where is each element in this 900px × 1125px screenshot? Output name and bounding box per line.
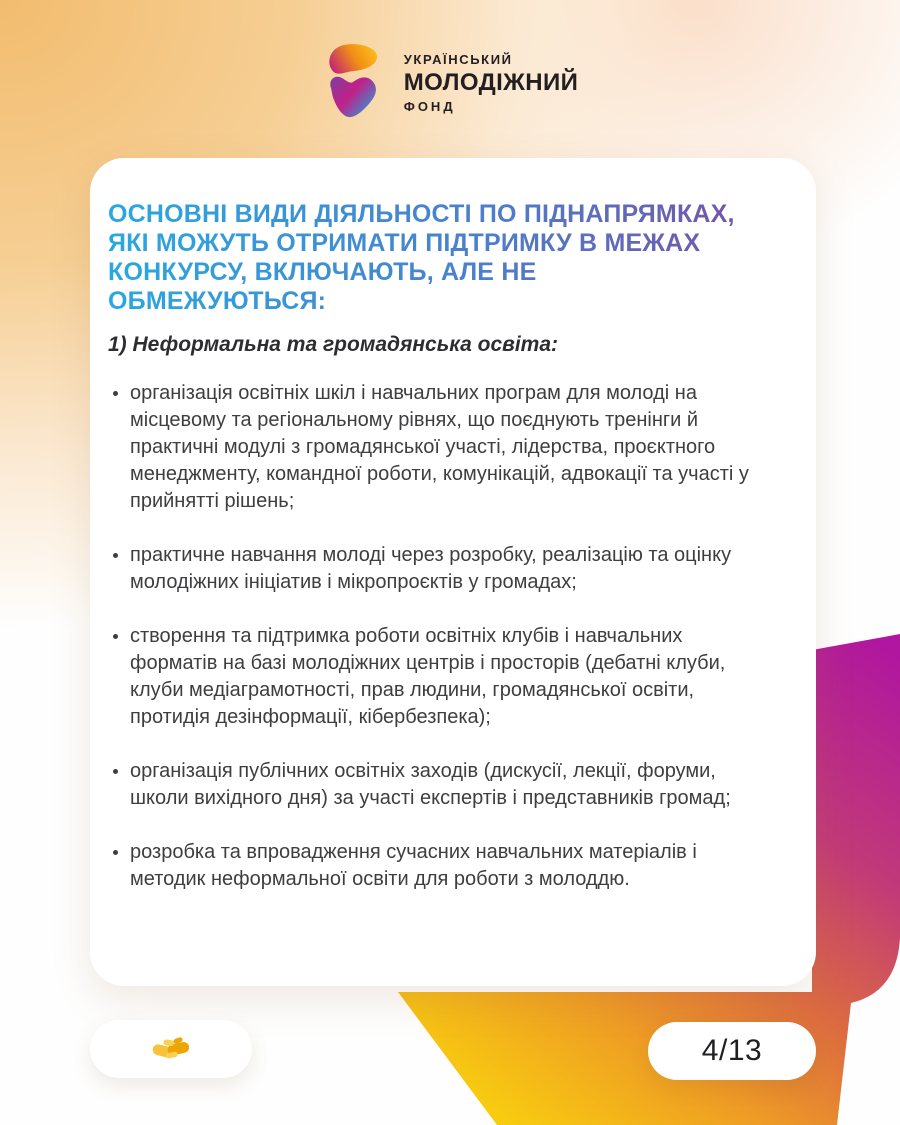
logo-text-line1: УКРАЇНСЬКИЙ: [403, 52, 513, 67]
handshake-badge: [90, 1020, 252, 1078]
bullet-list: [108, 380, 770, 893]
bullet-dot-icon: [113, 553, 118, 558]
page-title: [108, 200, 788, 316]
list-item-text: організація публічних освітніх заходів (дискусії, лекції, форуми, школи вихідного дня) за участі експертів і представників громад;: [130, 760, 731, 809]
logo: [0, 38, 900, 128]
page-indicator: 4/13: [701, 1034, 763, 1067]
section-subtitle: 1) Неформальна та громадянська освіта:: [108, 333, 558, 356]
list-item-text: створення та підтримка роботи освітніх клубів і навчальних форматів на базі молодіжних центрів і просторів (дебатні клуби, клуби медіаграмотності, прав людини, громадянської освіти, протидія дезінформації, кібербезпека);: [130, 625, 726, 728]
list-item: [108, 758, 770, 812]
page-title-line: КОНКУРСУ, ВКЛЮЧАЮТЬ, АЛЕ НЕ: [108, 258, 537, 286]
page-title-line: ЯКІ МОЖУТЬ ОТРИМАТИ ПІДТРИМКУ В МЕЖАХ: [108, 229, 701, 257]
page-title-line: ОБМЕЖУЮТЬСЯ:: [108, 287, 327, 315]
logo-text-line3: ФОНД: [403, 99, 456, 114]
bullet-dot-icon: [113, 850, 118, 855]
list-item-text: розробка та впровадження сучасних навчальних матеріалів і методик неформальної освіти для роботи з молоддю.: [130, 841, 697, 890]
youth-fund-logo-icon: [322, 38, 388, 128]
page-title-line: ОСНОВНІ ВИДИ ДІЯЛЬНОСТІ ПО ПІДНАПРЯМКАХ,: [108, 200, 735, 228]
page-indicator-badge: [648, 1022, 816, 1080]
bullet-dot-icon: [113, 634, 118, 639]
bullet-dot-icon: [113, 769, 118, 774]
content-card: [90, 158, 816, 986]
handshake-icon: [151, 1029, 191, 1069]
list-item: [108, 623, 770, 731]
logo-text-line2: МОЛОДІЖНИЙ: [403, 69, 579, 96]
list-item-text: організація освітніх шкіл і навчальних програм для молоді на місцевому та регіональному рівнях, що поєднують тренінги й практичні модулі з громадянської участі, лідерства, проєктного менеджменту, командної роботи, комунікацій, адвокації та участі у прийнятті рішень;: [130, 382, 749, 512]
bullet-dot-icon: [113, 391, 118, 396]
list-item-text: практичне навчання молоді через розробку, реалізацію та оцінку молодіжних ініціатив і мікропроєктів у громадах;: [130, 544, 732, 593]
list-item: [108, 542, 770, 596]
list-item: [108, 839, 770, 893]
list-item: [108, 380, 770, 515]
